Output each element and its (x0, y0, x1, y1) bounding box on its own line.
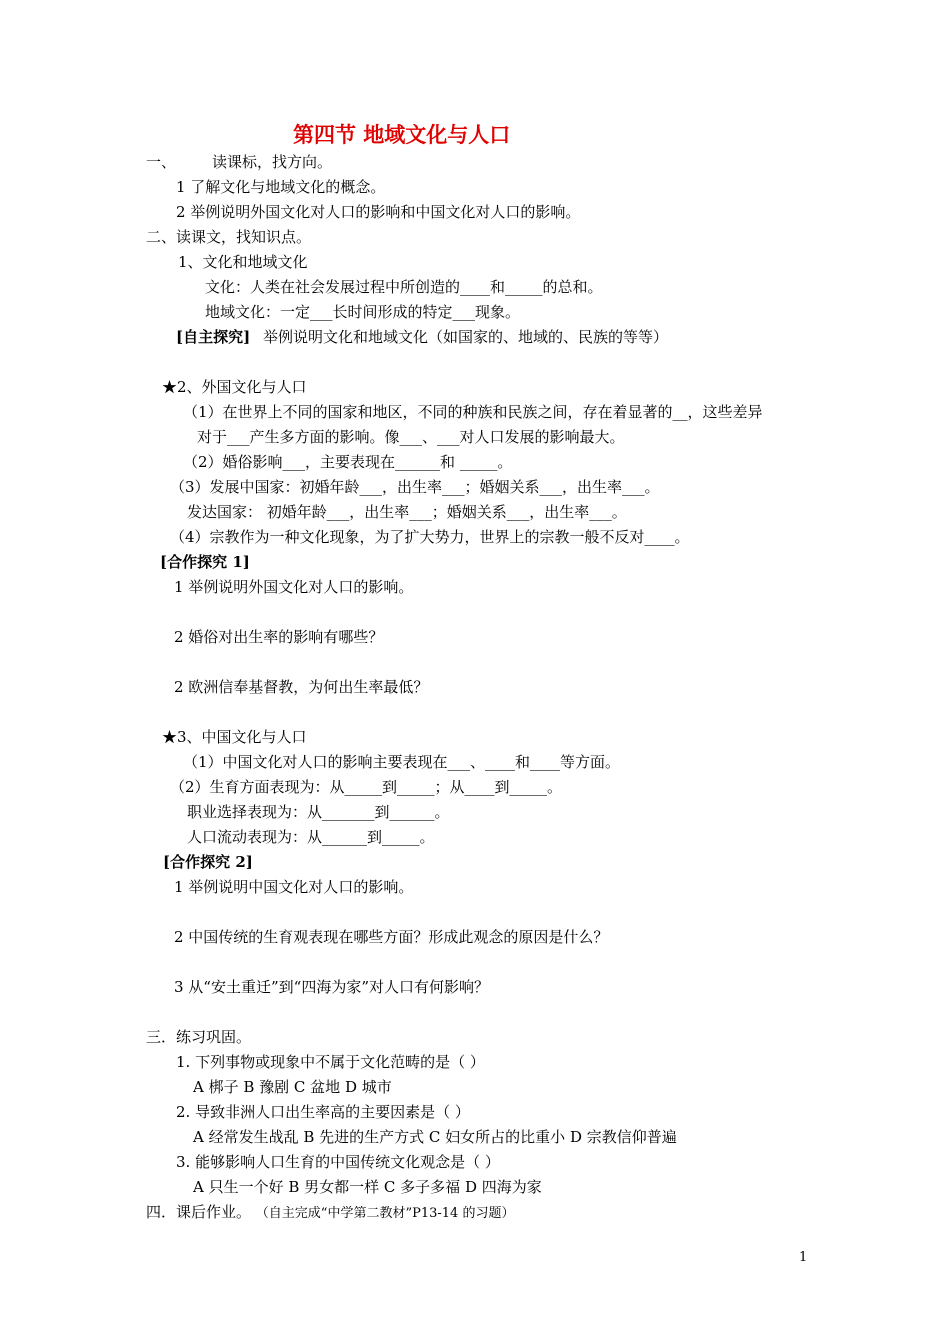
part-2-line-3: （2）婚俗影响___，主要表现在______和 _____。 (183, 453, 513, 471)
cooperation-1-question-1: 1 举例说明外国文化对人口的影响。 (174, 578, 414, 596)
part-2-heading: ★2、外国文化与人口 (162, 378, 307, 396)
section-4-note: （自主完成“中学第二教材”P13-14 的习题） (255, 1206, 515, 1221)
cooperation-2-question-1: 1 举例说明中国文化对人口的影响。 (174, 878, 414, 896)
cooperation-2-question-3: 3 从“安土重迁”到“四海为家”对人口有何影响？ (174, 978, 489, 996)
section-1-item-2: 2 举例说明外国文化对人口的影响和中国文化对人口的影响。 (176, 203, 581, 221)
part-2-line-5: 发达国家： 初婚年龄___，出生率___；婚姻关系___，出生率___。 (187, 503, 627, 521)
part-3-line-2: （2）生育方面表现为：从_____到_____；从____到_____。 (170, 778, 563, 796)
part-1-line-1: 文化：人类在社会发展过程中所创造的____和_____的总和。 (205, 278, 603, 296)
exercise-1-question: 1. 下列事物或现象中不属于文化范畴的是（ ） (176, 1053, 485, 1071)
section-2-heading: 二、读课文，找知识点。 (146, 228, 312, 246)
self-study-line (176, 327, 668, 347)
part-2-line-4: （3）发展中国家：初婚年龄___，出生率___；婚姻关系___，出生率___。 (170, 478, 660, 496)
cooperation-tag-1: [合作探究 1] (160, 553, 250, 571)
part-3-line-3: 职业选择表现为：从_______到______。 (187, 803, 450, 821)
page-title: 第四节 地域文化与人口 (293, 123, 511, 147)
self-study-text: 举例说明文化和地域文化（如国家的、地域的、民族的等等） (262, 328, 668, 346)
section-4-line (146, 1202, 514, 1224)
cooperation-2-question-2: 2 中国传统的生育观表现在哪些方面？形成此观念的原因是什么？ (174, 928, 609, 946)
part-2-line-2: 对于___产生多方面的影响。像___、___对人口发展的影响最大。 (197, 428, 625, 446)
exercise-1-options: A 梆子 B 豫剧 C 盆地 D 城市 (193, 1078, 392, 1096)
cooperation-tag-2: [合作探究 2] (163, 853, 253, 871)
section-4-heading: 四．课后作业。 (146, 1203, 252, 1221)
part-2-line-6: （4）宗教作为一种文化现象，为了扩大势力，世界上的宗教一般不反对____。 (170, 528, 690, 546)
part-1-line-2: 地域文化：一定___长时间形成的特定___现象。 (205, 303, 521, 321)
section-1-item-1: 1 了解文化与地域文化的概念。 (176, 178, 386, 196)
cooperation-1-question-3: 2 欧洲信奉基督教，为何出生率最低？ (174, 678, 429, 696)
exercise-2-options: A 经常发生战乱 B 先进的生产方式 C 妇女所占的比重小 D 宗教信仰普遍 (193, 1128, 677, 1146)
section-3-heading: 三．练习巩固。 (146, 1028, 252, 1046)
cooperation-1-question-2: 2 婚俗对出生率的影响有哪些？ (174, 628, 384, 646)
part-3-line-4: 人口流动表现为：从______到_____。 (187, 828, 435, 846)
exercise-3-options: A 只生一个好 B 男女都一样 C 多子多福 D 四海为家 (193, 1178, 542, 1196)
part-2-line-1: （1）在世界上不同的国家和地区，不同的种族和民族之间，存在着显著的__，这些差异 (183, 403, 763, 421)
part-3-heading: ★3、中国文化与人口 (162, 728, 307, 746)
exercise-3-question: 3. 能够影响人口生育的中国传统文化观念是（ ） (176, 1153, 500, 1171)
part-3-line-1: （1）中国文化对人口的影响主要表现在___、____和____等方面。 (183, 753, 621, 771)
section-1-number: 一、 (146, 153, 177, 171)
self-study-tag: [自主探究] (176, 328, 251, 346)
part-1-heading: 1、文化和地域文化 (178, 253, 308, 271)
page-number: 1 (799, 1250, 808, 1265)
section-1-heading: 读课标，找方向。 (212, 153, 333, 171)
exercise-2-question: 2. 导致非洲人口出生率高的主要因素是（ ） (176, 1103, 470, 1121)
